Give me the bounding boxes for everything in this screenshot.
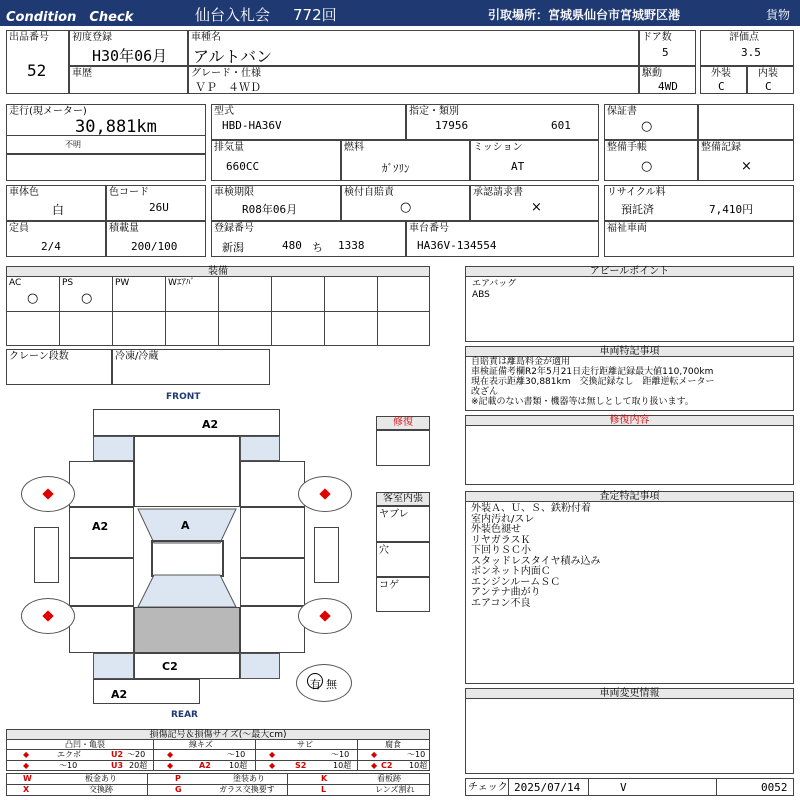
- transfer-box: [470, 185, 599, 221]
- mark-left: A2: [92, 520, 109, 533]
- rear-bumper: [93, 679, 200, 704]
- legend-title: 損傷記号＆損傷サイズ(～最大cm): [149, 730, 287, 740]
- doors-label: ドア数: [642, 32, 672, 43]
- maint-record-mark: ×: [741, 159, 752, 174]
- legend-code-k: K: [321, 774, 328, 783]
- check-checker: V: [620, 781, 627, 794]
- roof: [151, 540, 224, 577]
- pickup-location: 引取場所：宮城県仙台市宮城野区港: [488, 8, 681, 22]
- front-left-corner: [93, 436, 134, 461]
- first-reg-value: H30年06月: [92, 47, 168, 65]
- freezer-box: [112, 349, 270, 385]
- rear-panel: [134, 653, 240, 679]
- legend-diamond: ◆: [23, 750, 30, 759]
- cabin-item-hole: [376, 542, 430, 577]
- legend-group-rust: サビ: [297, 740, 313, 749]
- rear-hatch: [134, 607, 240, 653]
- maint-book-mark: ○: [641, 159, 653, 174]
- warranty-mark: ○: [641, 119, 653, 134]
- legend-r2-7: C2: [381, 761, 393, 770]
- rear-label: REAR: [171, 710, 198, 720]
- front-bumper: [93, 409, 280, 436]
- recycle-status: 預託済: [621, 203, 654, 216]
- doors-value: 5: [662, 46, 669, 59]
- cabin-tear-label: ヤブレ: [379, 509, 409, 520]
- legend-r2-6: 10超: [333, 761, 352, 770]
- model-value: HBD-HA36V: [222, 119, 282, 132]
- legend-diamond: ◆: [23, 761, 30, 770]
- legend-r2-8: 10超: [409, 761, 428, 770]
- header-bar: [0, 0, 800, 26]
- legend-group-dent: 凸凹・亀裂: [65, 740, 105, 749]
- repair-box: [376, 430, 430, 466]
- legend-r1-0: エクボ: [57, 750, 81, 759]
- tire-rear-left: [21, 598, 75, 634]
- legend-group-corrosion: 腐食: [385, 740, 401, 749]
- cabin-item-tear: [376, 506, 430, 542]
- cabin-item-burn: [376, 577, 430, 612]
- equip-cell-pw: PW: [115, 278, 130, 288]
- legend-diamond: ◆: [269, 761, 276, 770]
- chassis-value: HA36V-134554: [417, 239, 497, 252]
- left-rear-fender: [69, 606, 134, 653]
- repair-header: [376, 416, 430, 430]
- cabin-hole-label: 穴: [379, 545, 389, 556]
- rear-right-corner: [240, 653, 280, 679]
- right-rear-door: [240, 558, 305, 606]
- vehicle-notes-box: [465, 356, 794, 411]
- legend-code-x-text: 交換跡: [89, 785, 113, 794]
- right-front-door: [240, 507, 305, 558]
- designation-box: [406, 104, 599, 140]
- cabin-burn-label: コゲ: [379, 580, 399, 591]
- first-reg-label: 初度登録: [72, 32, 112, 43]
- vehicle-notes-text: 自賠責は離島料金が適用 車検証備考欄R2年5月21日走行距離記録最大値110,700km 現在表示距離30,881km 交換記録なし 距離逆転メーター 改ざん ※記載のない書類・機器等は無しとして取り扱います。: [471, 357, 715, 407]
- mark-top: A2: [202, 418, 219, 431]
- tire-front-right: [298, 476, 352, 512]
- header-title: Condition Check: [6, 10, 134, 25]
- legend-r2-4: 10超: [229, 761, 248, 770]
- drive-label: 駆動: [642, 68, 662, 79]
- legend-diamond: ◆: [371, 750, 378, 759]
- body-color-value: 白: [52, 203, 65, 217]
- grade-value: ＶＰ ４ＷＤ: [195, 81, 261, 94]
- legend-diamond: ◆: [371, 761, 378, 770]
- grade-label: グレード・仕様: [191, 68, 261, 79]
- cabin-title: 客室内張: [383, 493, 423, 504]
- check-row: [465, 778, 794, 796]
- maint-record-label: 整備記録: [701, 142, 741, 153]
- maint-book-label: 整備手帳: [607, 142, 647, 153]
- score-box: [700, 30, 794, 66]
- legend-code-l-text: レンズ割れ: [375, 785, 415, 794]
- car-name-box: [188, 30, 639, 66]
- legend-grid: [6, 739, 430, 771]
- legend-diamond: ◆: [269, 750, 276, 759]
- color-code-label: 色コード: [109, 187, 149, 198]
- plate-num: 480: [282, 239, 302, 252]
- mission-value: AT: [511, 160, 525, 173]
- score-label: 評価点: [729, 32, 759, 43]
- lot-value: 52: [27, 61, 47, 80]
- mission-label: ミッション: [473, 142, 523, 153]
- fuel-label: 燃料: [344, 142, 364, 153]
- plate-box: [211, 221, 406, 257]
- left-rear-door: [69, 558, 134, 606]
- session-number: 772回: [293, 6, 337, 24]
- mileage-blank-box: [6, 154, 206, 181]
- model-label: 型式: [214, 106, 234, 117]
- chassis-box: [406, 221, 599, 257]
- drive-value: 4WD: [658, 80, 678, 93]
- rear-window: [134, 573, 240, 609]
- first-reg-box: [69, 30, 188, 66]
- score-value: 3.5: [741, 46, 761, 59]
- check-number: 0052: [761, 781, 788, 794]
- mark-rear-c: C2: [162, 660, 178, 673]
- warranty-box: [604, 104, 698, 140]
- displacement-value: 660CC: [226, 160, 260, 173]
- grade-box: [188, 66, 639, 94]
- equip-cell-ps: PS: [62, 278, 74, 288]
- capacity-value: 2/4: [41, 240, 61, 253]
- maint-book-box: [604, 140, 698, 181]
- drive-box: [639, 66, 696, 94]
- displacement-label: 排気量: [214, 142, 244, 153]
- legend-codes: [6, 773, 430, 796]
- load-label: 積載量: [109, 223, 139, 234]
- insurance-label: 検付自賠責: [344, 187, 394, 198]
- car-name-label: 車種名: [191, 32, 221, 43]
- maint-record-box: [698, 140, 794, 181]
- tire-front-left: [21, 476, 75, 512]
- designation-value: 17956: [435, 119, 469, 132]
- plate-area: 新潟: [222, 241, 244, 254]
- repair-content-title: 修復内容: [609, 415, 650, 426]
- fuel-value: ｶﾞｿﾘﾝ: [382, 162, 410, 175]
- transfer-mark: ×: [531, 200, 542, 215]
- smoke-no: 無: [326, 678, 337, 691]
- warranty-blank-box: [698, 104, 794, 140]
- load-value: 200/100: [131, 240, 178, 253]
- interior-label: 内装: [758, 68, 778, 79]
- equipment-grid: [6, 276, 430, 346]
- mileage-box: [6, 104, 206, 154]
- capacity-label: 定員: [9, 223, 29, 234]
- smoke-yes: 有: [310, 678, 321, 691]
- doors-box: [639, 30, 696, 66]
- change-info-box: [465, 698, 794, 774]
- interior-value: C: [765, 80, 772, 93]
- legend-code-g: G: [175, 785, 182, 794]
- legend-diamond: ◆: [167, 761, 174, 770]
- fuel-box: [341, 140, 470, 181]
- insurance-mark: ○: [400, 200, 412, 215]
- color-code-value: 26U: [149, 201, 169, 214]
- equip-cell-airbag: Wｴｱﾊﾞ: [168, 278, 195, 288]
- legend-code-p-text: 塗装あり: [233, 774, 265, 783]
- left-mirror: [34, 527, 59, 583]
- legend-group-scratch: 線キズ: [189, 740, 213, 749]
- check-label: チェック: [468, 782, 508, 793]
- inspection-label: 車検期限: [214, 187, 254, 198]
- welfare-box: [604, 221, 794, 257]
- recycle-box: [604, 185, 794, 221]
- lot-label: 出品番号: [9, 32, 49, 43]
- legend-code-k-text: 看板跡: [377, 774, 401, 783]
- history-box: [69, 66, 188, 94]
- equip-ac-mark: ○: [27, 291, 39, 306]
- color-code-box: [106, 185, 206, 221]
- repair-label: 修復: [393, 417, 413, 428]
- rear-left-corner: [93, 653, 134, 679]
- right-front-fender: [240, 461, 305, 507]
- inspection-notes-text: 外装Ａ、Ｕ、Ｓ、鉄粉付着 室内汚れ/スレ 外装色褪せ リヤガラスＫ 下回りＳＣ小 スタッドレスタイヤ積み込み ボンネット内面Ｃ エンジンルームＳＣ アンテナ曲がり エアコン不良: [471, 503, 601, 609]
- legend-r2-0: ～10: [59, 761, 78, 770]
- insurance-box: [341, 185, 470, 221]
- exterior-label: 外装: [711, 68, 731, 79]
- inspection-notes-title: 査定特記事項: [599, 491, 660, 502]
- legend-code-g-text: ガラス交換要す: [219, 785, 275, 794]
- legend-diamond: ◆: [167, 750, 174, 759]
- front-label: FRONT: [166, 392, 201, 402]
- interior-box: [747, 66, 794, 94]
- appeal-box: [465, 276, 794, 342]
- displacement-box: [211, 140, 341, 181]
- mileage-label: 走行(現メーター): [9, 106, 87, 117]
- equipment-title: 装備: [208, 266, 228, 277]
- auction-name: 仙台入札会: [195, 6, 271, 24]
- plate-label: 登録番号: [214, 223, 254, 234]
- inspection-value: R08年06月: [242, 203, 298, 216]
- legend-r2-1: U3: [111, 761, 124, 770]
- designation-label: 指定・類別: [409, 106, 459, 117]
- warranty-label: 保証書: [607, 106, 637, 117]
- equip-cell-ac: AC: [9, 278, 22, 288]
- left-front-fender: [69, 461, 134, 507]
- legend-r1-5: ～10: [407, 750, 426, 759]
- tire-rear-right: [298, 598, 352, 634]
- crane-label: クレーン段数: [9, 351, 69, 362]
- appeal-text: エアバッグ ABS: [472, 279, 517, 300]
- spare-tire: [296, 664, 352, 702]
- hood: [134, 436, 240, 507]
- appeal-title: アピールポイント: [589, 266, 670, 277]
- crane-box: [6, 349, 112, 385]
- legend-r2-5: S2: [295, 761, 307, 770]
- recycle-value: 7,410円: [709, 203, 754, 216]
- inspection-box: [211, 185, 341, 221]
- legend-code-w: W: [23, 774, 32, 783]
- front-right-corner: [240, 436, 280, 461]
- exterior-value: C: [718, 80, 725, 93]
- lot-box: [6, 30, 69, 94]
- load-box: [106, 221, 206, 257]
- capacity-box: [6, 221, 106, 257]
- smoke-yes-circle: [307, 673, 323, 689]
- equip-ps-mark: ○: [81, 291, 93, 306]
- body-color-box: [6, 185, 106, 221]
- chassis-label: 車台番号: [409, 223, 449, 234]
- car-diagram: [0, 390, 460, 720]
- transfer-label: 承認請求書: [473, 187, 523, 198]
- check-date: 2025/07/14: [514, 781, 581, 794]
- model-box: [211, 104, 406, 140]
- car-name-value: アルトバン: [193, 47, 273, 66]
- class-value: 601: [551, 119, 571, 132]
- legend-code-w-text: 板金あり: [85, 774, 117, 783]
- mission-box: [470, 140, 599, 181]
- legend-r1-2: ～20: [127, 750, 146, 759]
- legend-code-l: L: [321, 785, 327, 794]
- inspection-notes-box: [465, 501, 794, 684]
- legend-code-x: X: [23, 785, 30, 794]
- mark-rear-bottom: A2: [111, 688, 128, 701]
- cabin-header: [376, 492, 430, 506]
- repair-content-box: [465, 425, 794, 485]
- legend-r1-4: ～10: [331, 750, 350, 759]
- change-info-title: 車両変更情報: [599, 688, 660, 699]
- legend-r1-3: ～10: [227, 750, 246, 759]
- freezer-label: 冷凍/冷蔵: [115, 351, 159, 362]
- plate-kana: ち: [312, 241, 323, 254]
- vehicle-notes-title: 車両特記事項: [599, 346, 660, 357]
- recycle-label: リサイクル料: [607, 187, 666, 198]
- right-mirror: [314, 527, 339, 583]
- exterior-box: [700, 66, 747, 94]
- right-rear-fender: [240, 606, 305, 653]
- legend-r2-2: 20超: [129, 761, 148, 770]
- plate-serial: 1338: [338, 239, 365, 252]
- welfare-label: 福祉車両: [607, 223, 647, 234]
- body-color-label: 車体色: [9, 187, 39, 198]
- legend-code-p: P: [175, 774, 181, 783]
- mark-center: A: [181, 519, 190, 532]
- history-label: 車歴: [72, 68, 92, 79]
- vehicle-class: 貨物: [766, 8, 791, 22]
- legend-r2-3: A2: [199, 761, 211, 770]
- mileage-note: 不明: [65, 140, 81, 149]
- mileage-value: 30,881km: [75, 117, 157, 137]
- legend-r1-1: U2: [111, 750, 124, 759]
